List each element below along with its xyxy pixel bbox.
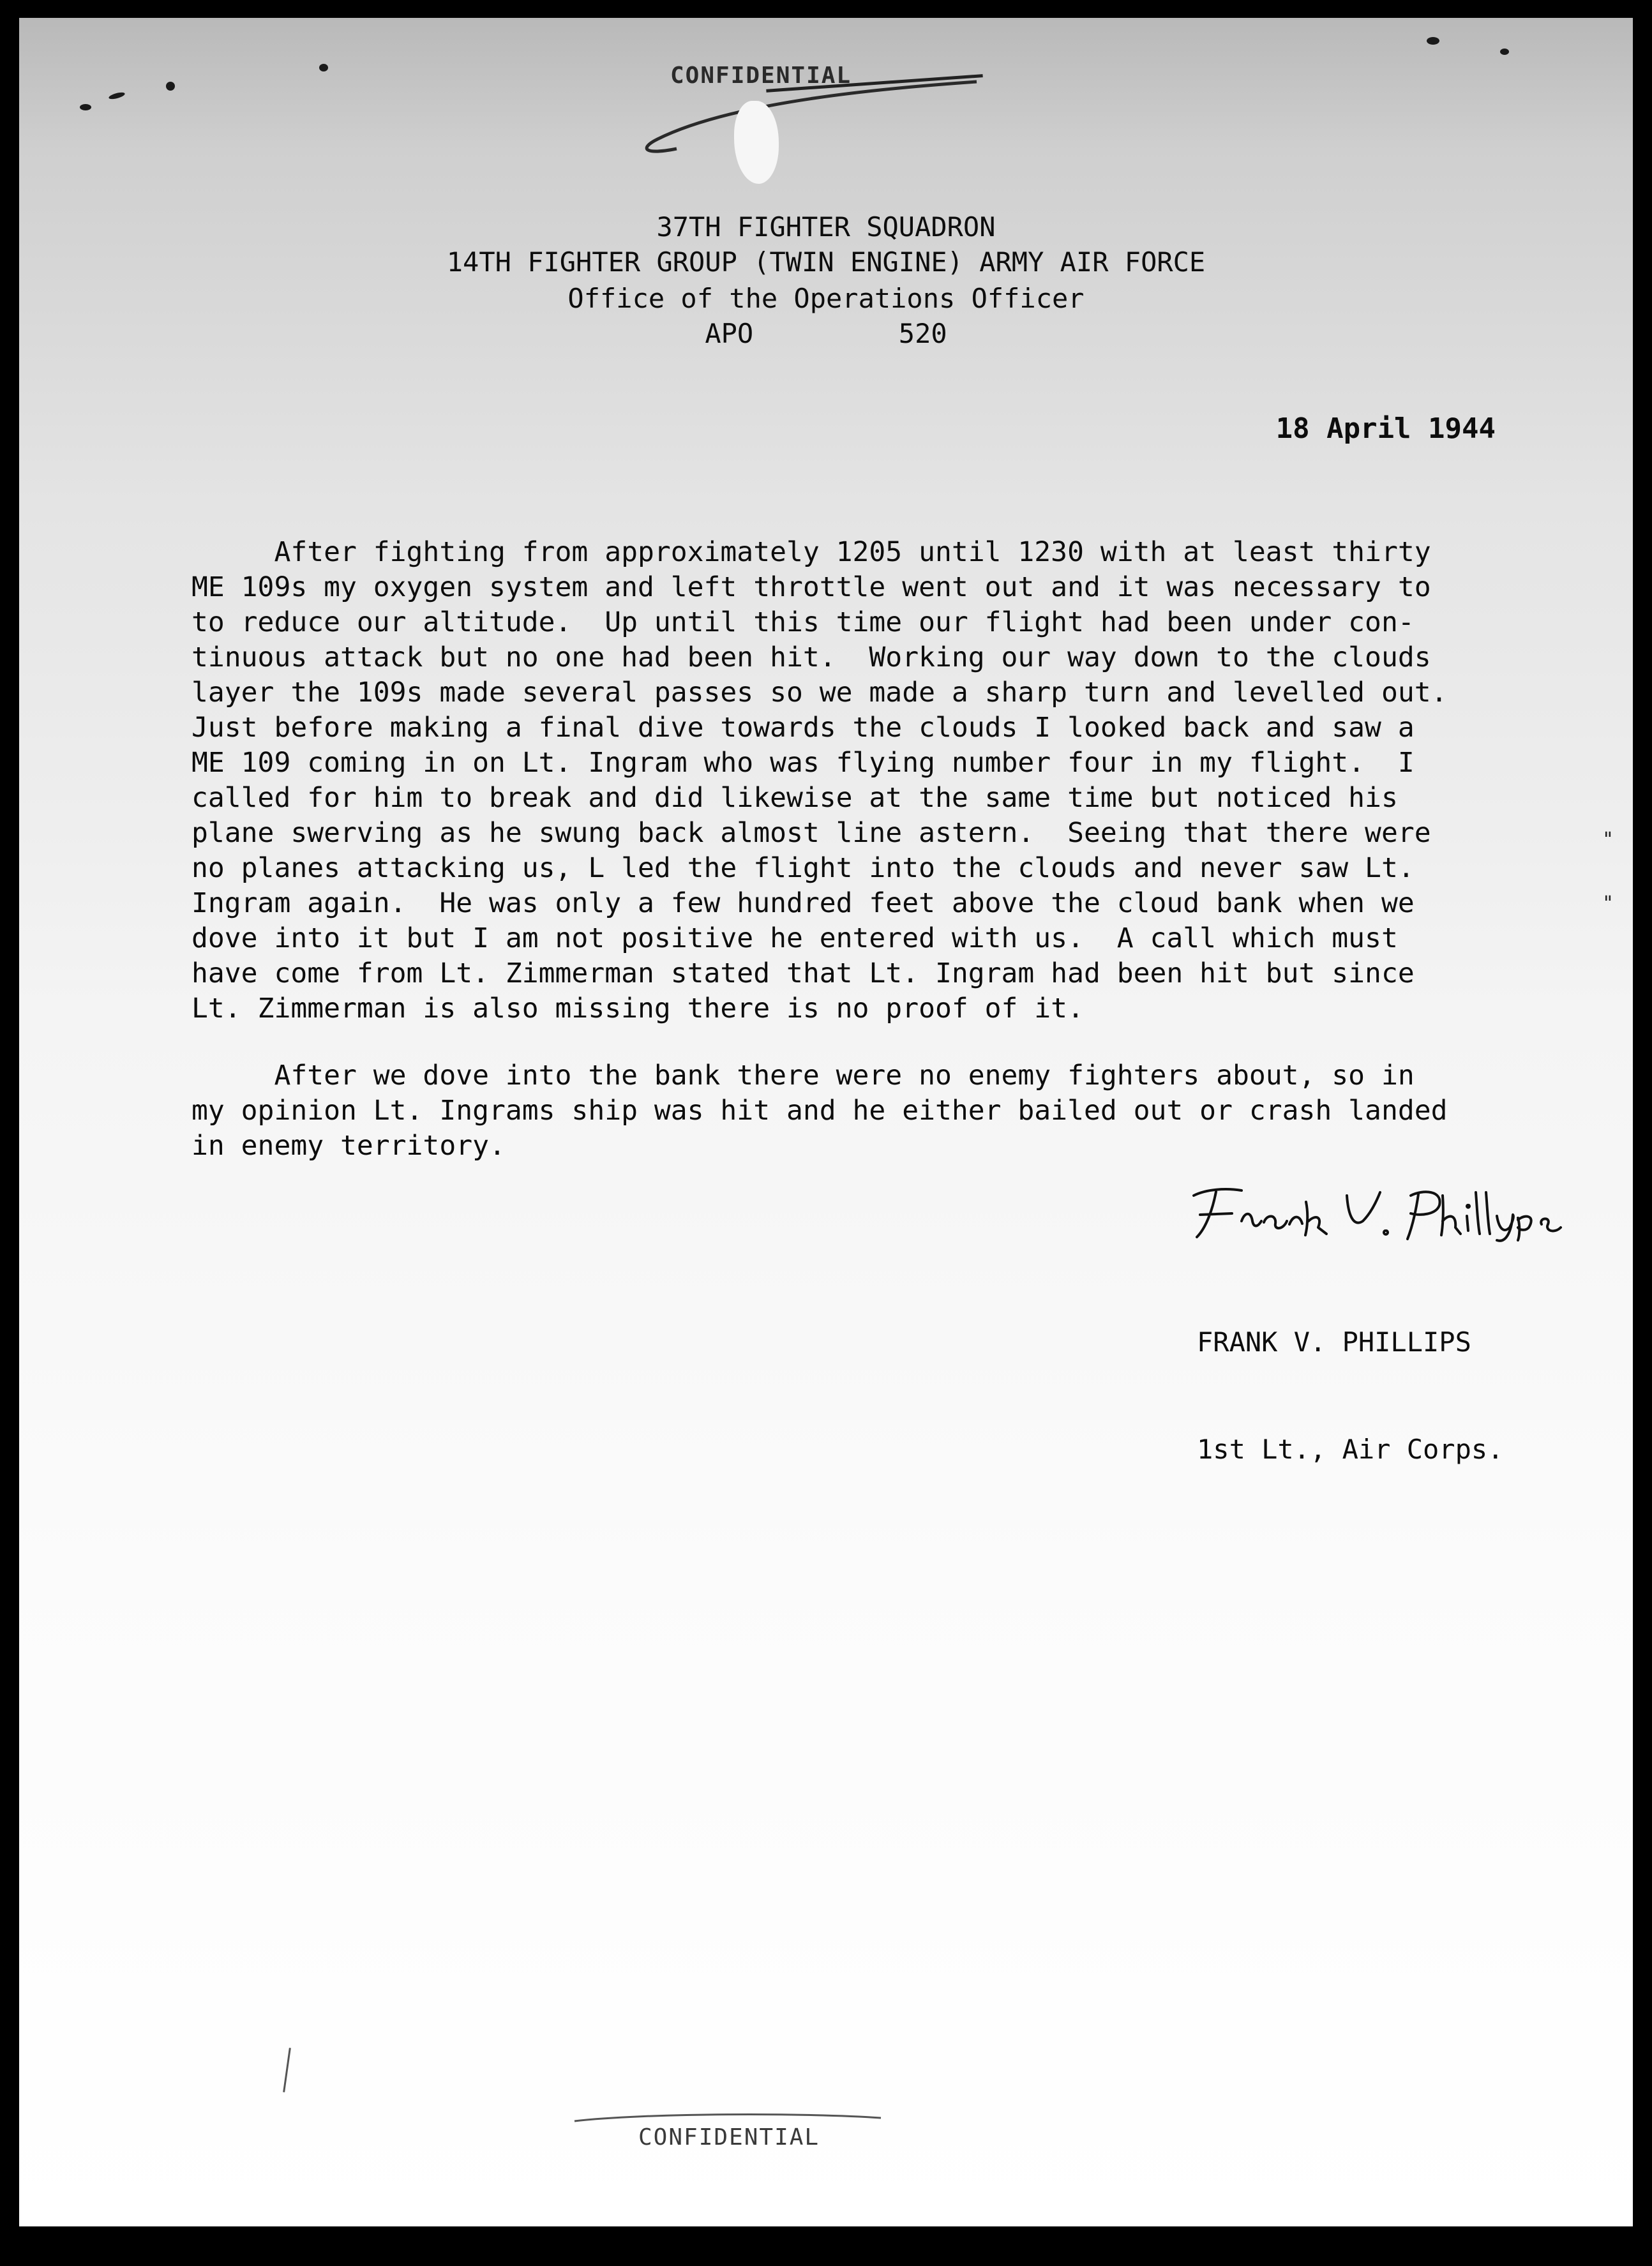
body-paragraph-1 — [191, 535, 1484, 1026]
confidential-stamp-top: CONFIDENTIAL — [670, 63, 852, 89]
text-line: ME 109s my oxygen system and left throttle went out and it was necessary to — [191, 571, 1431, 603]
scan-speck — [1500, 49, 1509, 55]
text-line: layer the 109s made several passes so we made a sharp turn and levelled out. — [191, 677, 1448, 709]
apo-heading: APO 520 — [705, 318, 947, 349]
text-line: called for him to break and did likewise at the same time but noticed his — [191, 782, 1398, 814]
body-paragraph-2 — [191, 1058, 1484, 1164]
scan-speck — [108, 91, 125, 100]
text-line: After fighting from approximately 1205 until 1230 with at least thirty — [191, 536, 1431, 568]
squadron-heading: 37TH FIGHTER SQUADRON — [656, 211, 996, 243]
office-heading: Office of the Operations Officer — [567, 283, 1085, 314]
margin-pencil-mark — [283, 2048, 291, 2092]
text-line: dove into it but I am not positive he entered with us. A call which must — [191, 922, 1398, 954]
text-line: ME 109 coming in on Lt. Ingram who was flying number four in my flight. I — [191, 747, 1415, 779]
text-line: no planes attacking us, L led the flight into the clouds and never saw Lt. — [191, 852, 1415, 884]
margin-mark: " — [1602, 829, 1614, 851]
text-line: my opinion Lt. Ingrams ship was hit and he either bailed out or crash landed — [191, 1095, 1448, 1127]
paper-tear-mark — [734, 101, 779, 184]
text-line: plane swerving as he swung back almost line astern. Seeing that there were — [191, 817, 1431, 849]
text-line: After we dove into the bank there were no enemy fighters about, so in — [191, 1060, 1415, 1092]
text-line: Just before making a final dive towards the clouds I looked back and saw a — [191, 712, 1415, 744]
scan-speck — [319, 64, 328, 71]
text-line: Lt. Zimmerman is also missing there is no proof of it. — [191, 993, 1084, 1024]
margin-mark: " — [1602, 892, 1614, 915]
scan-speck — [1427, 37, 1439, 45]
letter-date: 18 April 1944 — [1275, 412, 1496, 445]
scan-speck — [166, 82, 175, 91]
signature-block — [1197, 1253, 1503, 1539]
signer-rank: 1st Lt., Air Corps. — [1197, 1434, 1504, 1465]
text-line: to reduce our altitude. Up until this time our flight had been under con- — [191, 606, 1415, 638]
text-line: tinuous attack but no one had been hit. Working our way down to the clouds — [191, 642, 1431, 673]
confidential-stamp-bottom: CONFIDENTIAL — [638, 2124, 820, 2150]
scan-speck — [80, 104, 91, 110]
document-page — [19, 18, 1633, 2226]
handwritten-signature — [1181, 1176, 1577, 1247]
text-line: in enemy territory. — [191, 1130, 506, 1162]
text-line: Ingram again. He was only a few hundred feet above the cloud bank when we — [191, 887, 1415, 919]
group-heading: 14TH FIGHTER GROUP (TWIN ENGINE) ARMY AIR FORCE — [446, 246, 1206, 278]
stamp-scribble-icon — [619, 69, 989, 158]
text-line: have come from Lt. Zimmerman stated that Lt. Ingram had been hit but since — [191, 957, 1415, 989]
signer-name: FRANK V. PHILLIPS — [1197, 1326, 1471, 1358]
